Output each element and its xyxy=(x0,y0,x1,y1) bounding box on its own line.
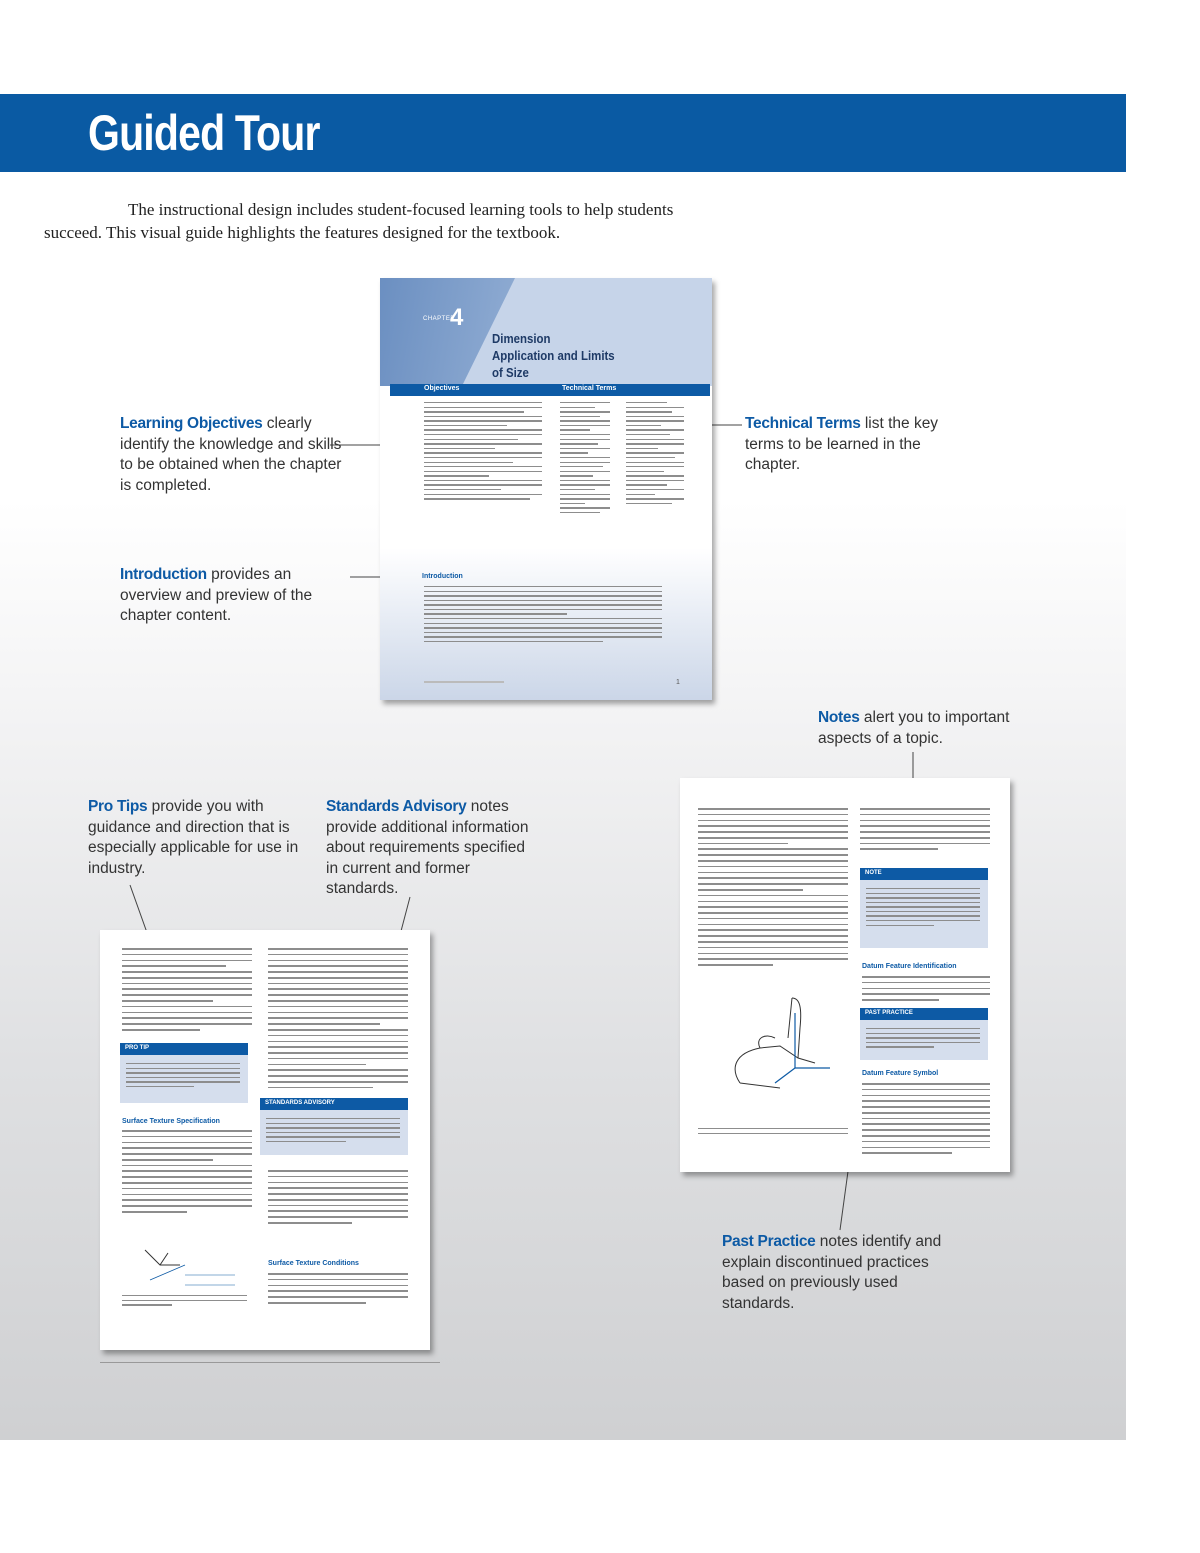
standards-advisory-label: STANDARDS ADVISORY xyxy=(265,1100,335,1106)
technical-terms-heading: Technical Terms xyxy=(562,385,617,392)
chapter-label: CHAPTER xyxy=(423,316,456,322)
callout-notes xyxy=(818,708,1023,749)
note-box xyxy=(860,880,988,948)
column-right-text xyxy=(860,808,990,854)
past-practice-header xyxy=(860,1008,988,1020)
callout-introduction xyxy=(120,565,355,627)
column-right-text-2 xyxy=(862,976,990,1005)
surface-texture-figure xyxy=(140,1245,240,1295)
callout-text: notes identify and explain discontinued practices based on previously used standards. xyxy=(722,1233,942,1312)
intro-line-1: The instructional design includes student-focused learning tools to help students xyxy=(128,200,674,219)
callout-text: notes provide additional information about requirements specified in current and former standards. xyxy=(326,798,529,897)
pro-tip-label: PRO TIP xyxy=(125,1045,150,1051)
page-title: Guided Tour xyxy=(88,105,320,161)
figure-caption xyxy=(698,1128,848,1137)
objectives-list xyxy=(424,402,542,503)
callout-text: alert you to important aspects of a topic. xyxy=(818,709,1010,747)
column-right-text-3 xyxy=(862,1083,990,1158)
past-practice-label: PAST PRACTICE xyxy=(865,1010,913,1016)
title-banner xyxy=(0,94,1126,172)
chapter-opener-page xyxy=(380,278,712,700)
callout-keyword: Past Practice xyxy=(722,1233,816,1250)
objectives-heading: Objectives xyxy=(424,385,460,392)
introduction-heading: Introduction xyxy=(422,573,463,580)
callout-keyword: Notes xyxy=(818,709,860,726)
introduction-text xyxy=(424,586,662,646)
technical-terms-list-1 xyxy=(560,402,610,516)
note-label: NOTE xyxy=(865,870,882,876)
section-heading-2: Datum Feature Symbol xyxy=(862,1070,939,1077)
callout-text: provide you with guidance and direction that is especially applicable for use in industry. xyxy=(88,798,299,877)
note-header xyxy=(860,868,988,880)
callout-pro-tips xyxy=(88,797,308,879)
column-right-text xyxy=(268,948,408,1093)
callout-standards-advisory xyxy=(326,797,541,900)
callout-text: list the key terms to be learned in the chapter. xyxy=(745,415,939,473)
section-heading-2: Surface Texture Conditions xyxy=(268,1260,359,1267)
section-heading: Datum Feature Identification xyxy=(862,963,957,970)
standards-advisory-header xyxy=(260,1098,408,1110)
pro-tip-header xyxy=(120,1043,248,1055)
hand-rule-figure xyxy=(720,988,840,1093)
callout-text: provides an overview and preview of the chapter content. xyxy=(120,566,313,624)
past-practice-box xyxy=(860,1020,988,1060)
column-right-text-2 xyxy=(268,1170,408,1228)
callout-technical-terms xyxy=(745,414,980,476)
figure-caption xyxy=(122,1295,247,1309)
intro-line-2: succeed. This visual guide highlights the features designed for the textbook. xyxy=(44,223,561,242)
callout-learning-objectives xyxy=(120,414,345,496)
pro-tip-box xyxy=(120,1055,248,1103)
chapter-title: Dimension Application and Limits of Size xyxy=(492,331,615,380)
inner-page-right xyxy=(680,778,1010,1172)
objectives-bar xyxy=(390,384,710,396)
standards-advisory-box xyxy=(260,1110,408,1155)
chapter-number: 4 xyxy=(450,304,464,331)
inner-page-left xyxy=(100,930,430,1350)
callout-keyword: Pro Tips xyxy=(88,798,148,815)
callout-past-practice xyxy=(722,1232,942,1314)
section-heading: Surface Texture Specification xyxy=(122,1118,220,1125)
callout-keyword: Standards Advisory xyxy=(326,798,467,815)
callout-keyword: Learning Objectives xyxy=(120,415,263,432)
column-left-text xyxy=(698,808,848,970)
intro-paragraph xyxy=(44,198,806,244)
technical-terms-list-2 xyxy=(626,402,684,507)
callout-keyword: Technical Terms xyxy=(745,415,861,432)
column-left-text-2 xyxy=(122,1130,252,1217)
page-footer xyxy=(424,681,504,683)
column-right-text-3 xyxy=(268,1273,408,1308)
callout-text: clearly identify the knowledge and skills to be obtained when the chapter is completed. xyxy=(120,415,342,494)
callout-keyword: Introduction xyxy=(120,566,207,583)
column-left-text xyxy=(122,948,252,1035)
page-number: 1 xyxy=(676,679,680,686)
divider-rule xyxy=(100,1362,440,1363)
